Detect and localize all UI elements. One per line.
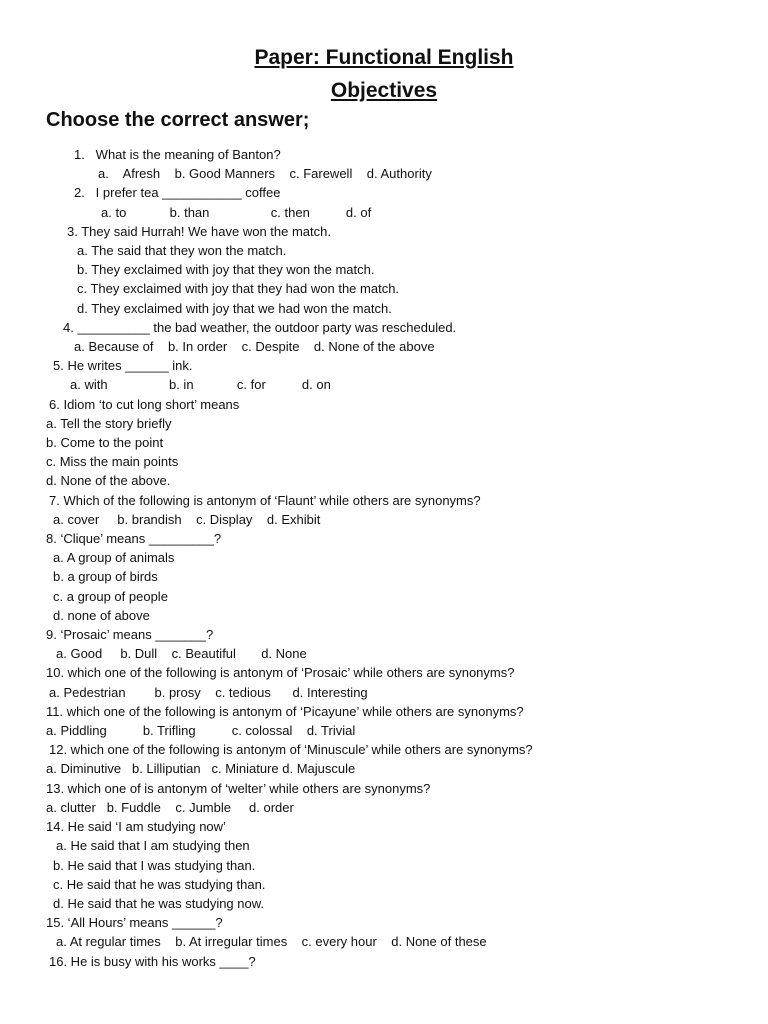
page-subtitle: Objectives [330, 79, 438, 102]
question-line: 6. Idiom ‘to cut long short’ means [49, 397, 240, 412]
page-title: Paper: Functional English [254, 46, 514, 69]
option-line: a. Tell the story briefly [46, 416, 172, 431]
option-line: a. Diminutive b. Lilliputian c. Miniature d. Majuscule [46, 761, 356, 776]
option-line: a. The said that they won the match. [77, 243, 287, 258]
question-line: 5. He writes ______ ink. [53, 358, 193, 373]
question-line: 14. He said ‘I am studying now’ [46, 819, 226, 834]
option-line: d. none of above [53, 608, 150, 623]
option-line: a. A group of animals [53, 550, 175, 565]
option-line: a. He said that I am studying then [56, 838, 250, 853]
option-line: a. to b. than c. then d. of [101, 205, 372, 220]
option-line: c. He said that he was studying than. [53, 877, 266, 892]
question-line: 16. He is busy with his works ____? [49, 954, 256, 969]
option-line: a. Pedestrian b. prosy c. tedious d. Interesting [49, 685, 368, 700]
question-line: 11. which one of the following is antonym of ‘Picayune’ while others are synonyms? [46, 704, 524, 719]
question-line: 1. What is the meaning of Banton? [74, 147, 281, 162]
question-line: 3. They said Hurrah! We have won the match. [67, 224, 331, 239]
question-line: 7. Which of the following is antonym of ‘Flaunt’ while others are synonyms? [49, 493, 481, 508]
option-line: a. clutter b. Fuddle c. Jumble d. order [46, 800, 294, 815]
option-line: d. They exclaimed with joy that we had won the match. [77, 301, 392, 316]
option-line: b. a group of birds [53, 569, 158, 584]
option-line: a. with b. in c. for d. on [70, 377, 331, 392]
question-line: 4. __________ the bad weather, the outdoor party was rescheduled. [63, 320, 457, 335]
option-line: a. Because of b. In order c. Despite d. None of the above [74, 339, 435, 354]
option-line: a. cover b. brandish c. Display d. Exhibit [53, 512, 321, 527]
question-line: 15. ‘All Hours’ means ______? [46, 915, 223, 930]
question-line: 12. which one of the following is antonym of ‘Minuscule’ while others are synonyms? [49, 742, 533, 757]
option-line: c. a group of people [53, 589, 168, 604]
question-line: 8. ‘Clique’ means _________? [46, 531, 222, 546]
option-line: a. Piddling b. Trifling c. colossal d. Trivial [46, 723, 356, 738]
option-line: d. He said that he was studying now. [53, 896, 265, 911]
option-line: b. He said that I was studying than. [53, 858, 256, 873]
question-line: 2. I prefer tea ___________ coffee [74, 185, 281, 200]
option-line: d. None of the above. [46, 473, 171, 488]
question-line: 9. ‘Prosaic’ means _______? [46, 627, 214, 642]
instruction: Choose the correct answer; [46, 109, 310, 131]
option-line: b. Come to the point [46, 435, 164, 450]
question-line: 10. which one of the following is antonym of ‘Prosaic’ while others are synonyms? [46, 665, 515, 680]
option-line: c. Miss the main points [46, 454, 179, 469]
option-line: a. At regular times b. At irregular times c. every hour d. None of these [56, 934, 487, 949]
question-line: 13. which one of is antonym of ‘welter’ while others are synonyms? [46, 781, 431, 796]
option-line: b. They exclaimed with joy that they won the match. [77, 262, 375, 277]
option-line: a. Afresh b. Good Manners c. Farewell d. Authority [98, 166, 432, 181]
option-line: a. Good b. Dull c. Beautiful d. None [56, 646, 307, 661]
option-line: c. They exclaimed with joy that they had won the match. [77, 281, 400, 296]
